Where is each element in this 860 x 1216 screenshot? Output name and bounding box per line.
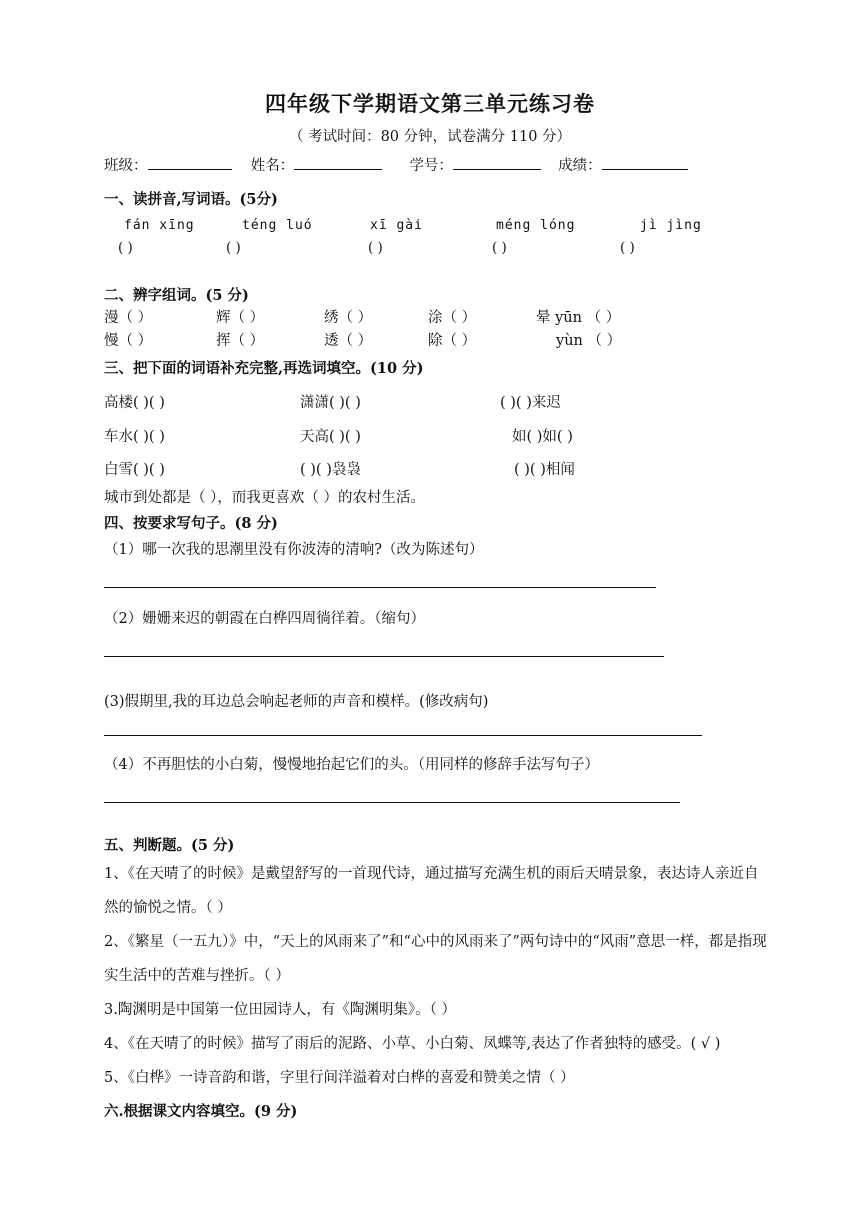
idiom-1-3[interactable]: ( )( )来迟 <box>500 395 561 411</box>
pinyin-1: fán xīng <box>124 218 195 233</box>
pinyin-3: xī gài <box>370 218 423 233</box>
question-4-3: (3)假期里,我的耳边总会响起老师的声音和模样。(修改病句) <box>104 694 489 710</box>
fill-in-sentence[interactable]: 城市到处都是（ ），而我更喜欢（ ）的农村生活。 <box>104 490 425 506</box>
idiom-2-2[interactable]: 天高( )( ) <box>300 429 361 445</box>
answer-line-4-3[interactable] <box>104 735 702 736</box>
answer-line-4-1[interactable] <box>104 587 656 588</box>
word-pair-3a[interactable]: 绣（ ） <box>324 310 373 326</box>
section3-heading: 三、把下面的词语补充完整,再选词填空。(10 分) <box>104 360 424 377</box>
word-pair-1a[interactable]: 漫（ ） <box>104 310 153 326</box>
judgement-item-1[interactable]: 1、《在天晴了的时候》是戴望舒写的一首现代诗，通过描写充满生机的雨后天晴景象，表达诗人亲近自然的愉悦之情。（ ） <box>104 866 759 916</box>
word-pair-2a[interactable]: 辉（ ） <box>216 310 265 326</box>
answer-line-4-2[interactable] <box>104 656 664 657</box>
word-pair-2b[interactable]: 挥（ ） <box>216 333 265 349</box>
answer-bracket-5[interactable]: ( ) <box>620 240 635 256</box>
name-label: 姓名： <box>250 158 295 174</box>
idiom-2-1[interactable]: 车水( )( ) <box>104 429 165 445</box>
pinyin-5: jì jìng <box>640 218 702 233</box>
id-label: 学号： <box>409 158 453 174</box>
judgement-item-3[interactable]: 3.陶渊明是中国第一位田园诗人，有《陶渊明集》。（ ） <box>104 1002 456 1018</box>
class-label: 班级： <box>104 158 148 174</box>
id-blank[interactable] <box>453 154 541 170</box>
section4-heading: 四、按要求写句子。(8 分) <box>104 515 278 532</box>
section1-heading: 一、读拼音,写词语。(5分) <box>104 191 278 208</box>
page-title: 四年级下学期语文第三单元练习卷 <box>265 91 595 116</box>
idiom-3-2[interactable]: ( )( )袅袅 <box>300 462 361 478</box>
idiom-3-1[interactable]: 白雪( )( ) <box>104 462 165 478</box>
score-blank[interactable] <box>602 154 688 170</box>
idiom-1-2[interactable]: 潇潇( )( ) <box>300 395 361 411</box>
answer-bracket-4[interactable]: ( ) <box>492 240 507 256</box>
exam-subtitle: （ 考试时间：80 分钟，试卷满分 110 分） <box>288 129 572 145</box>
answer-line-4-4[interactable] <box>104 802 680 803</box>
score-label: 成绩： <box>558 158 602 174</box>
answer-bracket-1[interactable]: ( ) <box>118 240 133 256</box>
section6-heading: 六.根据课文内容填空。(9 分) <box>104 1103 298 1120</box>
idiom-1-1[interactable]: 高楼( )( ) <box>104 395 165 411</box>
idiom-2-3[interactable]: 如( )如( ) <box>512 429 573 445</box>
judgement-item-5[interactable]: 5、《白桦》一诗音韵和谐，字里行间洋溢着对白桦的喜爱和赞美之情（ ） <box>104 1070 575 1086</box>
student-info-row <box>104 154 688 175</box>
pinyin-2: téng luó <box>242 218 313 233</box>
question-4-1: （1）哪一次我的思潮里没有你波涛的清响?（改为陈述句） <box>104 542 484 558</box>
judgement-item-4[interactable]: 4、《在天晴了的时候》描写了雨后的泥路、小草、小白菊、凤蝶等,表达了作者独特的感受。( √ ) <box>104 1036 721 1052</box>
idiom-3-3[interactable]: ( )( )相闻 <box>514 462 575 478</box>
pinyin-4: méng lóng <box>496 218 576 233</box>
word-pair-1b[interactable]: 慢（ ） <box>104 333 153 349</box>
class-blank[interactable] <box>148 154 232 170</box>
answer-bracket-2[interactable]: ( ) <box>226 240 241 256</box>
word-pair-5a[interactable]: 晕 yūn （ ） <box>536 310 621 326</box>
question-4-4: （4）不再胆怯的小白菊，慢慢地抬起它们的头。（用同样的修辞手法写句子） <box>104 757 599 773</box>
section2-heading: 二、辨字组词。(5 分) <box>104 287 249 304</box>
word-pair-3b[interactable]: 透（ ） <box>324 333 373 349</box>
judgement-item-2[interactable]: 2、《繁星（一五九）》中，“天上的风雨来了”和“心中的风雨来了”两句诗中的“风雨”意思一样，都是指现实生活中的苦难与挫折。（ ） <box>104 934 767 984</box>
section5-heading: 五、判断题。(5 分) <box>104 837 235 854</box>
word-pair-4b[interactable]: 除（ ） <box>428 333 477 349</box>
word-pair-5b[interactable]: yùn （ ） <box>556 333 622 349</box>
word-pair-4a[interactable]: 涂（ ） <box>428 310 477 326</box>
answer-bracket-3[interactable]: ( ) <box>368 240 383 256</box>
name-blank[interactable] <box>294 154 382 170</box>
question-4-2: （2）姗姗来迟的朝霞在白桦四周徜徉着。（缩句） <box>104 611 425 627</box>
